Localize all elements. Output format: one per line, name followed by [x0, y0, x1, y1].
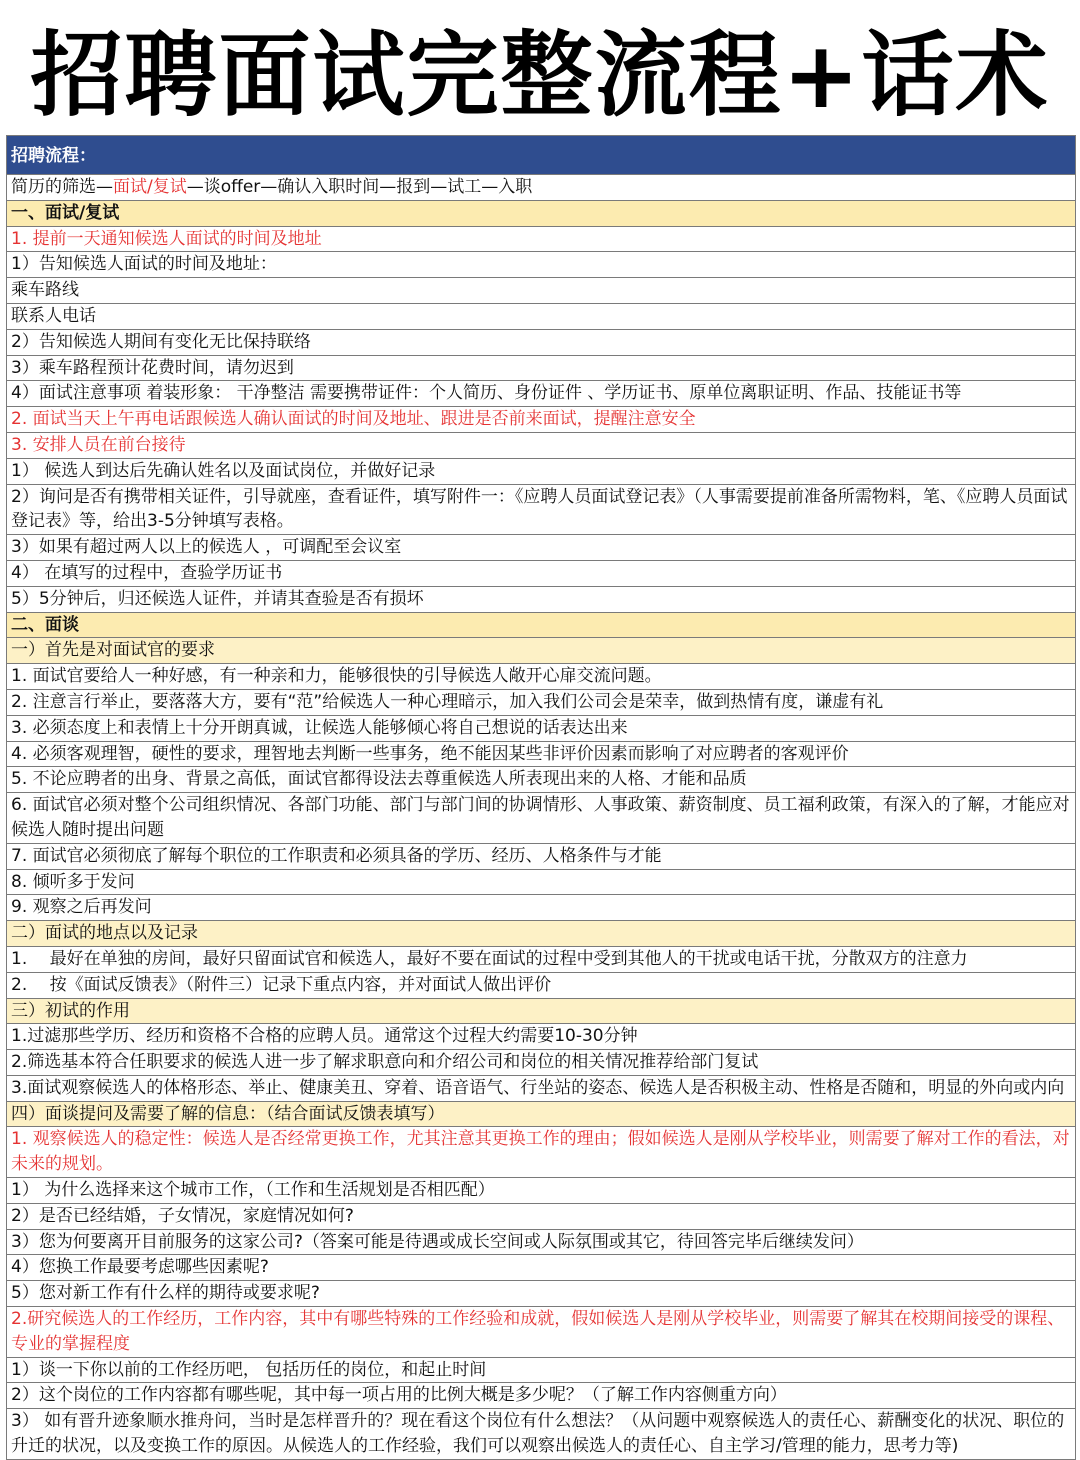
table-row: 3）如果有超过两人以上的候选人 ，可调配至会议室 [7, 535, 1075, 561]
section-heading: 二、面谈 [7, 613, 1075, 639]
content-rows [7, 201, 1075, 1460]
table-row: 乘车路线 [7, 278, 1075, 304]
table-row: 1. 观察候选人的稳定性：候选人是否经常更换工作，尤其注意其更换工作的理由；假如候选人是刚从学校毕业，则需要了解对工作的看法，对未来的规划。 [7, 1127, 1075, 1178]
table-row: 3.面试观察候选人的体格形态、举止、健康美丑、穿着、语音语气、行坐站的姿态、候选人是否积极主动、性格是否随和，明显的外向或内向 [7, 1076, 1075, 1102]
table-row: 2）询问是否有携带相关证件，引导就座，查看证件，填写附件一：《应聘人员面试登记表》（人事需要提前准备所需物料，笔、《应聘人员面试登记表》等，给出3-5分钟填写表格。 [7, 485, 1075, 536]
table-row: 2）这个岗位的工作内容都有哪些呢，其中每一项占用的比例大概是多少呢？（了解工作内容侧重方向） [7, 1383, 1075, 1409]
table-row: 4）面试注意事项 着装形象： 干净整洁 需要携带证件：个人简历、身份证件 、学历证书、原单位离职证明、作品、技能证书等 [7, 381, 1075, 407]
table-row: 3. 安排人员在前台接待 [7, 433, 1075, 459]
table-row: 5）您对新工作有什么样的期待或要求呢? [7, 1281, 1075, 1307]
table-row: 2.研究候选人的工作经历，工作内容，其中有哪些特殊的工作经验和成就，假如候选人是刚从学校毕业，则需要了解其在校期间接受的课程、专业的掌握程度 [7, 1307, 1075, 1358]
process-sheet [6, 135, 1076, 1460]
subsection-heading: 二）面试的地点以及记录 [7, 921, 1075, 947]
page-title: 招聘面试完整流程+话术 [30, 21, 1050, 129]
table-row: 5. 不论应聘者的出身、背景之高低，面试官都得设法去尊重候选人所表现出来的人格、才能和品质 [7, 767, 1075, 793]
table-row: 1. 面试官要给人一种好感，有一种亲和力，能够很快的引导候选人敞开心扉交流问题。 [7, 664, 1075, 690]
table-row: 5）5分钟后，归还候选人证件，并请其查验是否有损坏 [7, 587, 1075, 613]
table-row: 7. 面试官必须彻底了解每个职位的工作职责和必须具备的学历、经历、人格条件与才能 [7, 844, 1075, 870]
table-row: 1）谈一下你以前的工作经历吧， 包括历任的岗位，和起止时间 [7, 1358, 1075, 1384]
table-row: 1）告知候选人面试的时间及地址： [7, 252, 1075, 278]
flow-after: —谈offer—确认入职时间—报到—试工—入职 [186, 177, 533, 197]
table-row: 2. 面试当天上午再电话跟候选人确认面试的时间及地址、跟进是否前来面试，提醒注意安全 [7, 407, 1075, 433]
flow-before: 简历的筛选— [11, 177, 113, 197]
table-row: 3）您为何要离开目前服务的这家公司?（答案可能是待遇或成长空间或人际氛围或其它，待回答完毕后继续发问） [7, 1230, 1075, 1256]
table-row: 1.过滤那些学历、经历和资格不合格的应聘人员。通常这个过程大约需要10-30分钟 [7, 1024, 1075, 1050]
subsection-heading: 四）面谈提问及需要了解的信息：（结合面试反馈表填写） [7, 1102, 1075, 1128]
table-row: 4）您换工作最要考虑哪些因素呢? [7, 1255, 1075, 1281]
table-row: 3）乘车路程预计花费时间，请勿迟到 [7, 356, 1075, 382]
table-row: 1） 为什么选择来这个城市工作，（工作和生活规划是否相匹配） [7, 1178, 1075, 1204]
table-row: 4. 必须客观理智，硬性的要求，理智地去判断一些事务，绝不能因某些非评价因素而影响了对应聘者的客观评价 [7, 742, 1075, 768]
table-row: 1） 候选人到达后先确认姓名以及面试岗位，并做好记录 [7, 459, 1075, 485]
table-row: 1. 最好在单独的房间，最好只留面试官和候选人，最好不要在面试的过程中受到其他人的干扰或电话干扰，分散双方的注意力 [7, 947, 1075, 973]
table-row: 1. 提前一天通知候选人面试的时间及地址 [7, 227, 1075, 253]
table-row: 2.筛选基本符合任职要求的候选人进一步了解求职意向和介绍公司和岗位的相关情况推荐给部门复试 [7, 1050, 1075, 1076]
table-row: 2. 按《面试反馈表》（附件三）记录下重点内容，并对面试人做出评价 [7, 973, 1075, 999]
table-row: 3. 必须态度上和表情上十分开朗真诚，让候选人能够倾心将自己想说的话表达出来 [7, 716, 1075, 742]
flow-row [7, 175, 1075, 201]
subsection-heading: 三）初试的作用 [7, 999, 1075, 1025]
table-row: 9. 观察之后再发问 [7, 895, 1075, 921]
table-row: 2）告知候选人期间有变化无比保持联络 [7, 330, 1075, 356]
table-row: 2. 注意言行举止，要落落大方，要有“范”给候选人一种心理暗示，加入我们公司会是荣幸，做到热情有度，谦虚有礼 [7, 690, 1075, 716]
flow-highlight: 面试/复试 [113, 177, 187, 197]
table-row: 2）是否已经结婚，子女情况，家庭情况如何? [7, 1204, 1075, 1230]
table-row: 8. 倾听多于发问 [7, 870, 1075, 896]
table-row: 4） 在填写的过程中，查验学历证书 [7, 561, 1075, 587]
subsection-heading: 一）首先是对面试官的要求 [7, 638, 1075, 664]
section-header: 招聘流程： [7, 135, 1075, 175]
section-heading: 一、面试/复试 [7, 201, 1075, 227]
table-row: 联系人电话 [7, 304, 1075, 330]
table-row: 3） 如有晋升迹象顺水推舟问，当时是怎样晋升的？现在看这个岗位有什么想法？（从问题中观察候选人的责任心、薪酬变化的状况、职位的升迁的状况，以及变换工作的原因。从候选人的工作经验，我们可以观察出候选人的责任心、自主学习/管理的能力，思考力等) [7, 1409, 1075, 1460]
table-row: 6. 面试官必须对整个公司组织情况、各部门功能、部门与部门间的协调情形、人事政策、薪资制度、员工福利政策，有深入的了解，才能应对候选人随时提出问题 [7, 793, 1075, 844]
